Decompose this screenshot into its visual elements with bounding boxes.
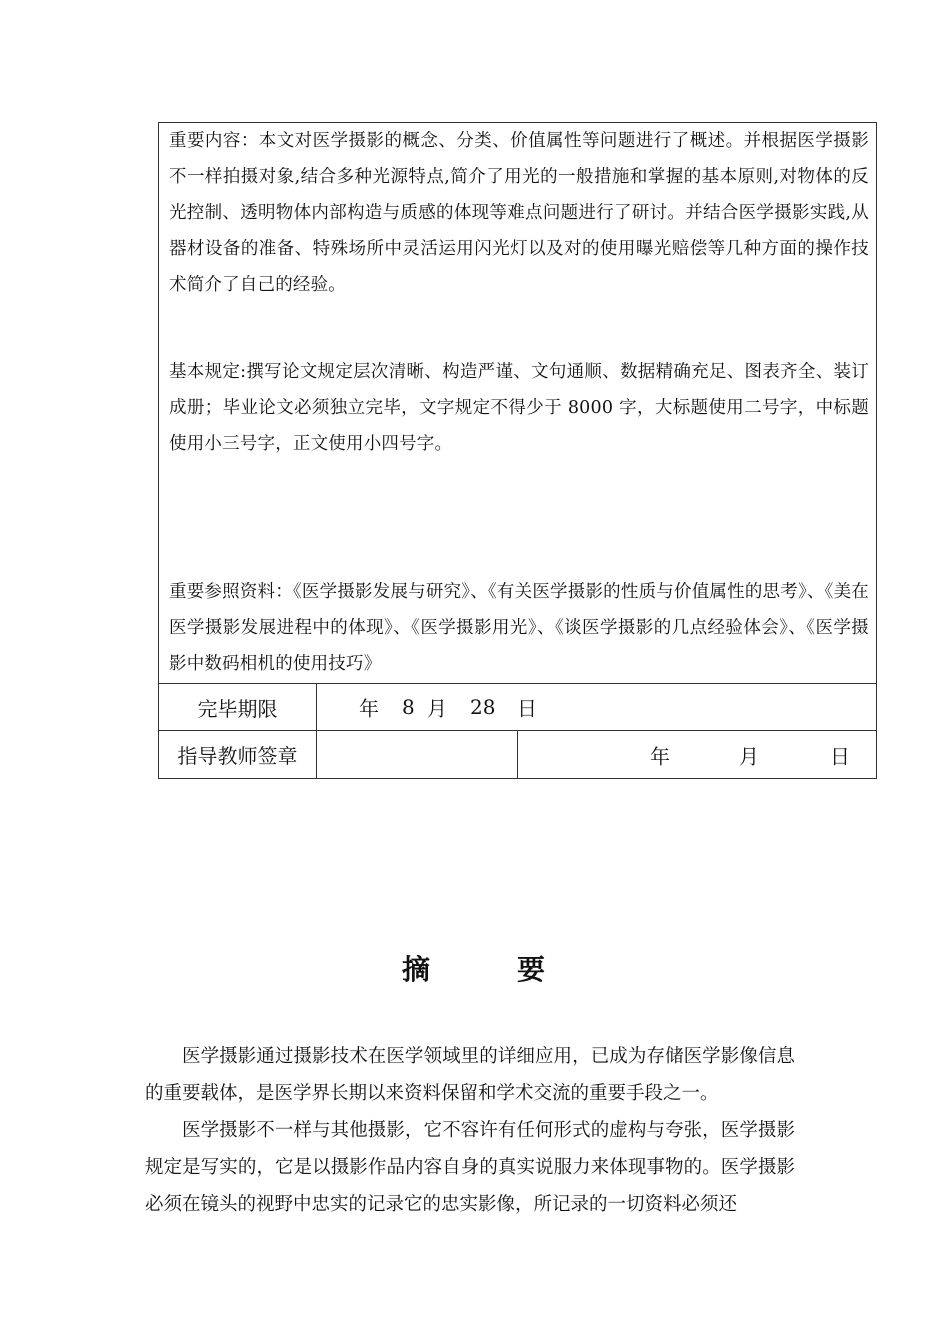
signature-label: 指导教师签章	[159, 731, 317, 778]
abstract-paragraph-2: 医学摄影不一样与其他摄影，它不容许有任何形式的虚构与夸张，医学摄影规定是写实的，它是以摄影作品内容自身的真实说服力来体现事物的。医学摄影必须在镜头的视野中忠实的记录它的忠实影像，所记录的一切资料必须还	[145, 1120, 795, 1215]
signature-field[interactable]	[317, 731, 518, 778]
deadline-month-unit: 月	[427, 696, 447, 721]
sign-day-unit: 日	[830, 744, 850, 768]
abstract-paragraph-1: 医学摄影通过摄影技术在医学领域里的详细应用，已成为存储医学影像信息的重要载体，是医学界长期以来资料保留和学术交流的重要手段之一。	[145, 1046, 795, 1104]
signature-row	[159, 730, 876, 778]
sign-month-unit: 月	[739, 744, 759, 768]
sign-year-unit: 年	[650, 744, 670, 768]
deadline-year-unit: 年	[359, 696, 379, 721]
abstract-heading	[0, 948, 950, 988]
abstract-heading-char-1: 摘	[402, 953, 431, 986]
basic-requirements-paragraph: 基本规定:撰写论文规定层次清晰、构造严谨、文句通顺、数据精确充足、图表齐全、装订成册；毕业论文必须独立完毕，文字规定不得少于 8000 字，大标题使用二号字，中标题使用小三号字，正文使用小四号字。	[169, 362, 869, 454]
main-content-paragraph: 重要内容：本文对医学摄影的概念、分类、价值属性等问题进行了概述。并根据医学摄影不一样拍摄对象,结合多种光源特点,简介了用光的一般措施和掌握的基本原则,对物体的反光控制、透明物体内部构造与质感的体现等难点问题进行了研讨。并结合医学摄影实践,从器材设备的准备、特殊场所中灵活运用闪光灯以及对的使用曝光赔偿等几种方面的操作技术简介了自己的经验。	[169, 131, 869, 295]
deadline-day-unit: 日	[517, 696, 537, 721]
references-paragraph: 重要参照资料：《医学摄影发展与研究》、《有关医学摄影的性质与价值属性的思考》、《美在医学摄影发展进程中的体现》、《医学摄影用光》、《谈医学摄影的几点经验体会》、《医学摄影中数码相机的使用技巧》	[169, 582, 869, 674]
deadline-day-value: 28	[470, 695, 496, 719]
deadline-month-value: 8	[402, 695, 415, 719]
deadline-row	[159, 683, 876, 730]
task-form-table	[158, 122, 877, 779]
deadline-label: 完毕期限	[159, 684, 317, 730]
abstract-heading-char-2: 要	[517, 953, 546, 986]
form-content-cell	[159, 123, 876, 683]
